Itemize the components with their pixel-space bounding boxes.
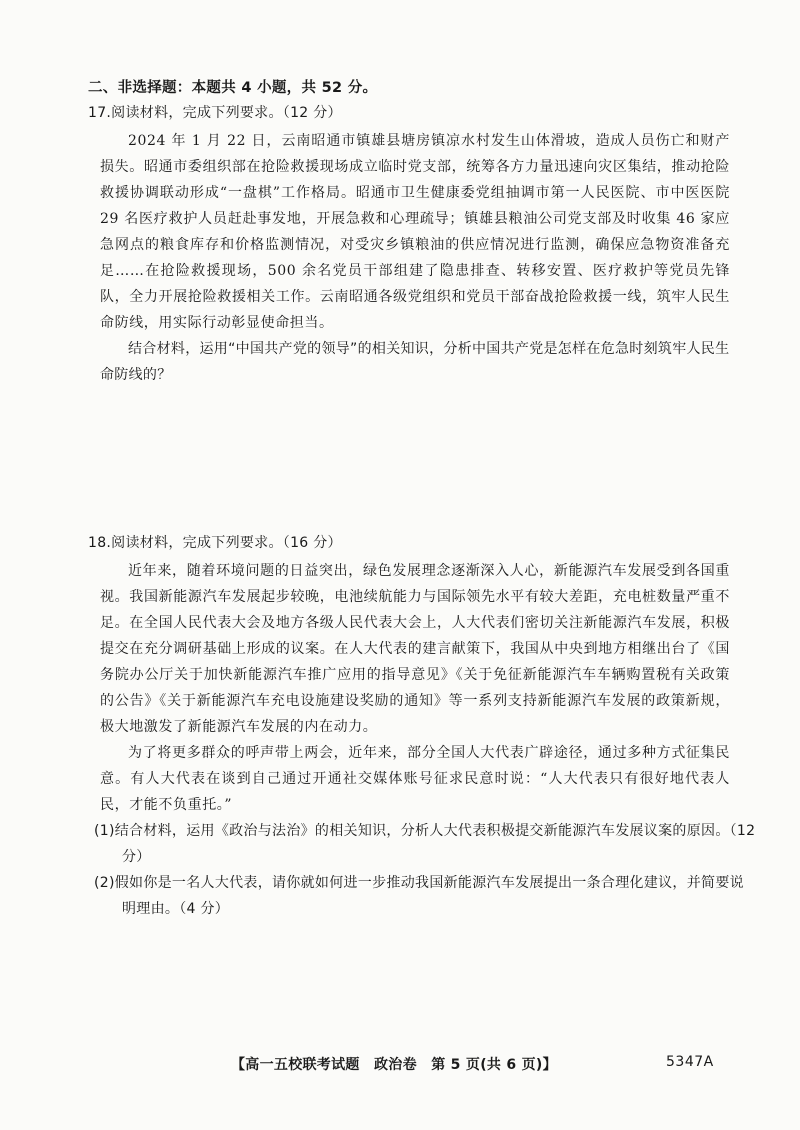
question-18-material-paragraph-1: 近年来，随着环境问题的日益突出，绿色发展理念逐渐深入人心，新能源汽车发展受到各国重视。我国新能源汽车发展起步较晚，电池续航能力与国际领先水平有较大差距，充电桩数量严重不足。在全国人民代表大会及地方各级人民代表大会上，人大代表们密切关注新能源汽车发展，积极提交在充分调研基础上形成的议案。在人大代表的建言献策下，我国从中央到地方相继出台了《国务院办公厅关于加快新能源汽车推广应用的指导意见》《关于免征新能源汽车车辆购置税有关政策的公告》《关于新能源汽车充电设施建设奖励的通知》等一系列支持新能源汽车发展的政策新规，极大地激发了新能源汽车发展的内在动力。 [100, 563, 730, 735]
question-18-subquestion-1: (1)结合材料，运用《政治与法治》的相关知识，分析人大代表积极提交新能源汽车发展议案的原因。（12 分） [94, 823, 756, 865]
footer-title: 【高一五校联考试题 政治卷 第 5 页(共 6 页)】 [231, 1057, 557, 1073]
footer-paper-code: 5347A [666, 1054, 714, 1070]
question-18-subquestion-2: (2)假如你是一名人大代表，请你就如何进一步推动我国新能源汽车发展提出一条合理化建议，并简要说明理由。（4 分） [94, 875, 744, 917]
question-18-heading: 18.阅读材料，完成下列要求。（16 分） [88, 535, 342, 551]
question-17-material: 2024 年 1 月 22 日，云南昭通市镇雄县塘房镇凉水村发生山体滑坡，造成人员伤亡和财产损失。昭通市委组织部在抢险救援现场成立临时党支部，统筹各方力量迅速向灾区集结，推动抢险救援协调联动形成“一盘棋”工作格局。昭通市卫生健康委党组抽调市第一人民医院、市中医医院 29 名医疗救护人员赶赴事发地，开展急救和心理疏导；镇雄县粮油公司党支部及时收集 46 家应急网点的粮食库存和价格监测情况，对受灾乡镇粮油的供应情况进行监测，确保应急物资准备充足……在抢险救援现场，500 余名党员干部组建了隐患排查、转移安置、医疗救护等党员先锋队，全力开展抢险救援相关工作。云南昭通各级党组织和党员干部奋战抢险救援一线，筑牢人民生命防线，用实际行动彰显使命担当。 [100, 133, 730, 331]
question-18-material-paragraph-2: 为了将更多群众的呼声带上两会，近年来，部分全国人大代表广辟途径，通过多种方式征集民意。有人大代表在谈到自己通过开通社交媒体账号征求民意时说：“人大代表只有很好地代表人民，才能不负重托。” [100, 745, 730, 813]
question-17-heading: 17.阅读材料，完成下列要求。（12 分） [88, 105, 342, 121]
question-17-task: 结合材料，运用“中国共产党的领导”的相关知识，分析中国共产党是怎样在危急时刻筑牢人民生命防线的？ [100, 341, 730, 383]
section-title: 二、非选择题：本题共 4 小题，共 52 分。 [88, 80, 378, 96]
